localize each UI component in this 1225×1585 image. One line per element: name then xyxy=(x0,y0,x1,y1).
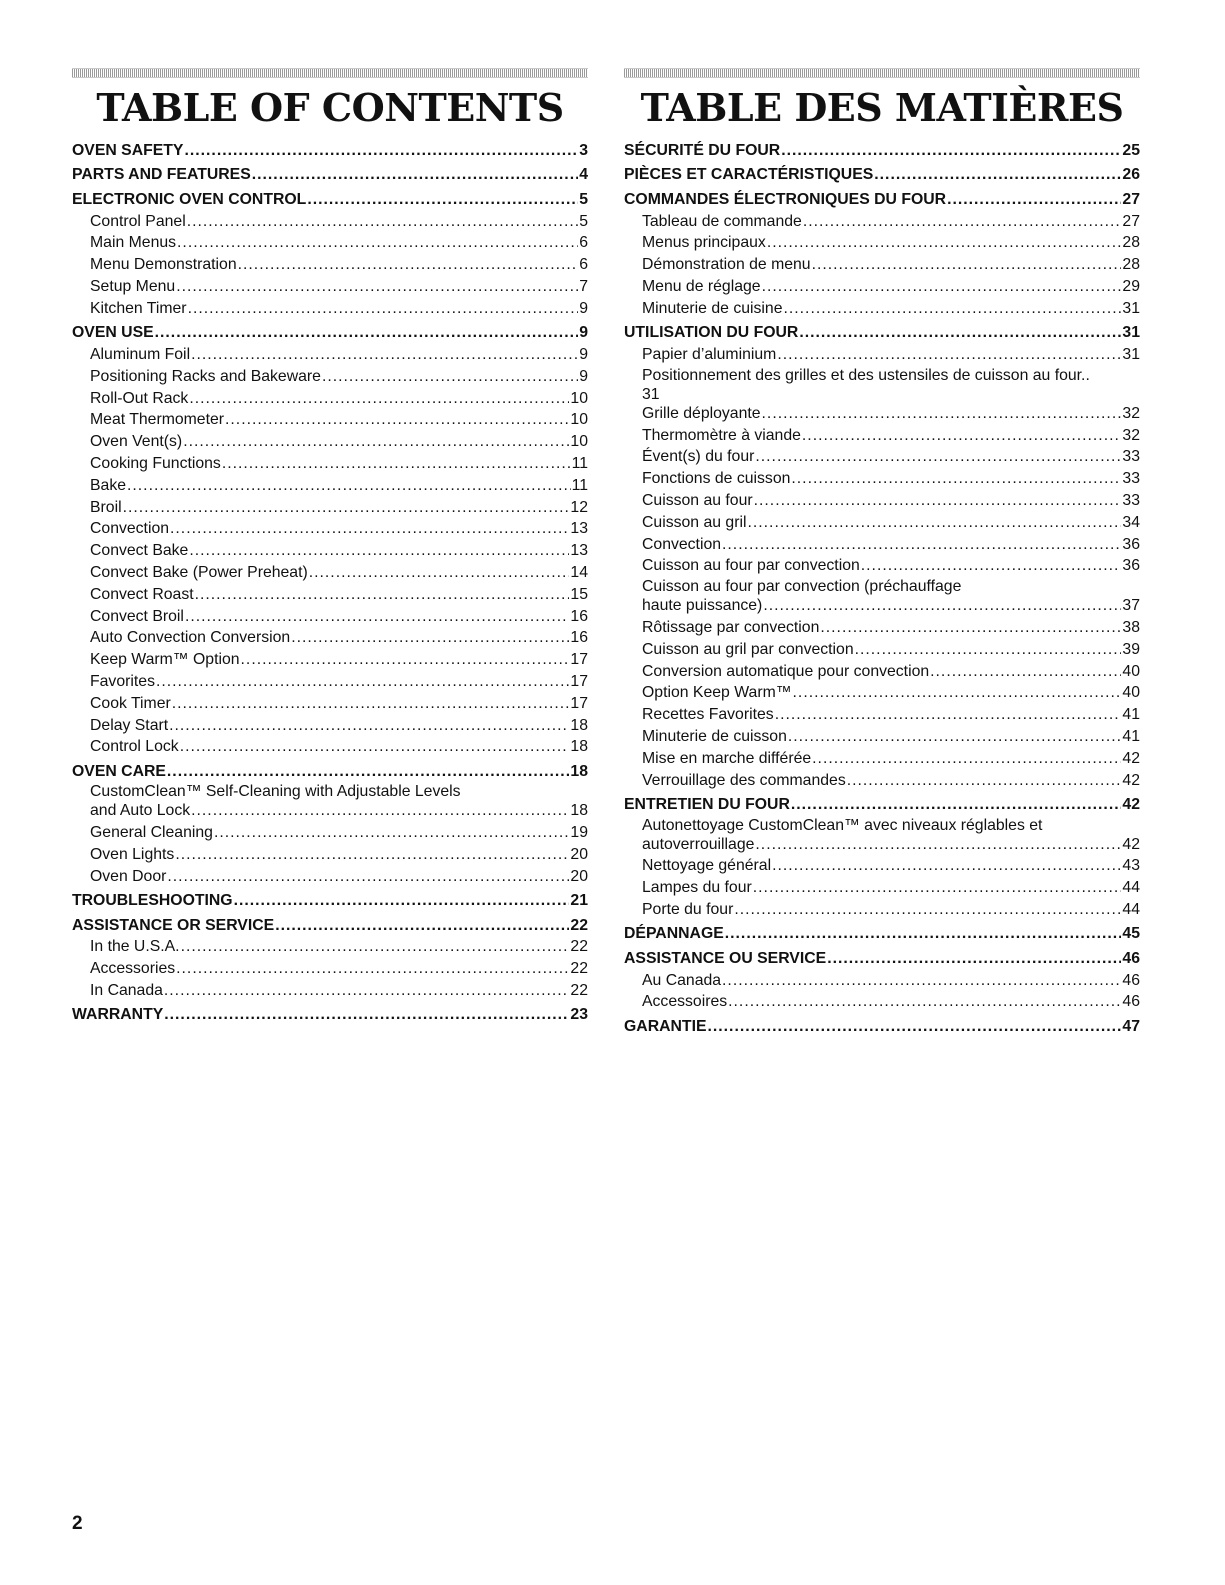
toc-subentry[interactable]: Conversion automatique pour convection ..... 40 xyxy=(624,661,1140,683)
header-rule xyxy=(624,68,1140,78)
toc-subentry-first-line[interactable]: Autonettoyage CustomClean™ avec niveaux réglables et xyxy=(642,816,1043,834)
page-title: TABLE OF CONTENTS xyxy=(96,85,564,130)
toc-subentry[interactable]: Menu de réglage ..... 29 xyxy=(624,276,1140,298)
toc-entry[interactable]: GARANTIE ..... 47 xyxy=(624,1016,1140,1038)
toc-subentry[interactable]: Aluminum Foil ..... 9 xyxy=(72,344,588,366)
toc-subentry[interactable]: Convection ..... 13 xyxy=(72,518,588,540)
toc-subentry[interactable]: Menus principaux ..... 28 xyxy=(624,232,1140,254)
toc-subentry[interactable]: Auto Convection Conversion ..... 16 xyxy=(72,627,588,649)
toc-subentry[interactable]: and Auto Lock ..... 18 xyxy=(72,800,588,822)
toc-subentry-page[interactable]: 31 xyxy=(642,385,660,403)
toc-entry[interactable]: WARRANTY ..... 23 xyxy=(72,1004,588,1026)
toc-subentry[interactable]: Verrouillage des commandes ..... 42 xyxy=(624,770,1140,792)
toc-subentry[interactable]: Kitchen Timer ..... 9 xyxy=(72,298,588,320)
toc-french xyxy=(624,68,1140,1038)
toc-subentry[interactable]: Delay Start ..... 18 xyxy=(72,715,588,737)
toc-subentry[interactable]: Roll-Out Rack ..... 10 xyxy=(72,388,588,410)
toc-subentry[interactable]: Favorites ..... 17 xyxy=(72,671,588,693)
toc-subentry[interactable]: Positioning Racks and Bakeware ..... 9 xyxy=(72,366,588,388)
toc-subentry[interactable]: Cuisson au gril ..... 34 xyxy=(624,512,1140,534)
toc-subentry[interactable]: Main Menus ..... 6 xyxy=(72,232,588,254)
toc-subentry[interactable]: Lampes du four ..... 44 xyxy=(624,877,1140,899)
toc-subentry[interactable]: Setup Menu ..... 7 xyxy=(72,276,588,298)
toc-entry[interactable]: OVEN CARE ..... 18 xyxy=(72,761,588,783)
toc-list xyxy=(72,140,588,1026)
toc-subentry[interactable]: Convect Bake ..... 13 xyxy=(72,540,588,562)
toc-entry[interactable]: ASSISTANCE OU SERVICE ..... 46 xyxy=(624,948,1140,970)
toc-subentry[interactable]: Convect Roast ..... 15 xyxy=(72,584,588,606)
toc-subentry[interactable]: Thermomètre à viande ..... 32 xyxy=(624,425,1140,447)
toc-subentry[interactable]: Cuisson au gril par convection ..... 39 xyxy=(624,639,1140,661)
toc-subentry[interactable]: Cook Timer ..... 17 xyxy=(72,693,588,715)
toc-subentry[interactable]: Accessoires ..... 46 xyxy=(624,991,1140,1013)
toc-entry[interactable]: PIÈCES ET CARACTÉRISTIQUES ..... 26 xyxy=(624,164,1140,186)
toc-entry[interactable]: SÉCURITÉ DU FOUR ..... 25 xyxy=(624,140,1140,162)
toc-subentry[interactable]: Convect Bake (Power Preheat) ..... 14 xyxy=(72,562,588,584)
toc-subentry[interactable]: Au Canada ..... 46 xyxy=(624,970,1140,992)
toc-subentry[interactable]: Accessories ..... 22 xyxy=(72,958,588,980)
toc-entry[interactable]: ASSISTANCE OR SERVICE ..... 22 xyxy=(72,915,588,937)
toc-entry[interactable]: ELECTRONIC OVEN CONTROL ..... 5 xyxy=(72,189,588,211)
toc-subentry[interactable]: Broil ..... 12 xyxy=(72,497,588,519)
toc-entry[interactable]: COMMANDES ÉLECTRONIQUES DU FOUR ..... 27 xyxy=(624,189,1140,211)
toc-subentry[interactable]: Keep Warm™ Option ..... 17 xyxy=(72,649,588,671)
toc-subentry[interactable]: In Canada ..... 22 xyxy=(72,980,588,1002)
toc-subentry-first-line[interactable]: Cuisson au four par convection (préchauffage xyxy=(642,578,962,596)
toc-subentry[interactable]: haute puissance) ..... 37 xyxy=(624,595,1140,617)
toc-subentry[interactable]: Recettes Favorites ..... 41 xyxy=(624,704,1140,726)
toc-subentry[interactable]: Rôtissage par convection ..... 38 xyxy=(624,617,1140,639)
toc-subentry[interactable]: Tableau de commande ..... 27 xyxy=(624,211,1140,233)
toc-entry[interactable]: TROUBLESHOOTING ..... 21 xyxy=(72,890,588,912)
toc-subentry[interactable]: Cuisson au four par convection ..... 36 xyxy=(624,555,1140,577)
toc-subentry[interactable]: General Cleaning ..... 19 xyxy=(72,822,588,844)
toc-subentry-first-line[interactable]: CustomClean™ Self-Cleaning with Adjustable Levels xyxy=(90,783,461,801)
page-number: 2 xyxy=(72,1513,83,1534)
toc-subentry[interactable]: Porte du four ..... 44 xyxy=(624,899,1140,921)
toc-subentry[interactable]: In the U.S.A. ..... 22 xyxy=(72,936,588,958)
toc-entry[interactable]: OVEN SAFETY ..... 3 xyxy=(72,140,588,162)
toc-subentry[interactable]: Fonctions de cuisson ..... 33 xyxy=(624,468,1140,490)
toc-list xyxy=(624,140,1140,1038)
toc-subentry[interactable]: Oven Door ..... 20 xyxy=(72,866,588,888)
toc-subentry-first-line[interactable]: Positionnement des grilles et des ustensiles de cuisson au four.. xyxy=(642,366,1090,384)
toc-subentry[interactable]: Papier d’aluminium ..... 31 xyxy=(624,344,1140,366)
toc-subentry[interactable]: Meat Thermometer ..... 10 xyxy=(72,409,588,431)
toc-subentry[interactable]: Démonstration de menu ..... 28 xyxy=(624,254,1140,276)
toc-subentry[interactable]: Oven Lights ..... 20 xyxy=(72,844,588,866)
toc-entry[interactable]: DÉPANNAGE ..... 45 xyxy=(624,923,1140,945)
toc-subentry[interactable]: Convect Broil ..... 16 xyxy=(72,606,588,628)
toc-entry[interactable]: ENTRETIEN DU FOUR ..... 42 xyxy=(624,794,1140,816)
page-title: TABLE DES MATIÈRES xyxy=(640,85,1124,130)
toc-subentry[interactable]: Grille déployante ..... 32 xyxy=(624,403,1140,425)
toc-entry[interactable]: OVEN USE ..... 9 xyxy=(72,322,588,344)
toc-subentry[interactable]: Control Panel ..... 5 xyxy=(72,211,588,233)
header-rule xyxy=(72,68,588,78)
toc-subentry[interactable]: Mise en marche différée ..... 42 xyxy=(624,748,1140,770)
toc-english xyxy=(72,68,588,1026)
toc-subentry[interactable]: Menu Demonstration ..... 6 xyxy=(72,254,588,276)
toc-subentry[interactable]: Bake ..... 11 xyxy=(72,475,588,497)
toc-subentry[interactable]: Nettoyage général ..... 43 xyxy=(624,855,1140,877)
toc-entry[interactable]: PARTS AND FEATURES ..... 4 xyxy=(72,164,588,186)
toc-subentry[interactable]: Control Lock ..... 18 xyxy=(72,736,588,758)
toc-subentry[interactable]: Cuisson au four ..... 33 xyxy=(624,490,1140,512)
toc-subentry[interactable]: Cooking Functions ..... 11 xyxy=(72,453,588,475)
toc-subentry[interactable]: Convection ..... 36 xyxy=(624,534,1140,556)
toc-subentry[interactable]: autoverrouillage ..... 42 xyxy=(624,834,1140,856)
toc-entry[interactable]: UTILISATION DU FOUR ..... 31 xyxy=(624,322,1140,344)
toc-subentry[interactable]: Évent(s) du four ..... 33 xyxy=(624,446,1140,468)
toc-subentry[interactable]: Option Keep Warm™ ..... 40 xyxy=(624,682,1140,704)
toc-subentry[interactable]: Minuterie de cuisson ..... 41 xyxy=(624,726,1140,748)
toc-subentry[interactable]: Oven Vent(s) ..... 10 xyxy=(72,431,588,453)
toc-subentry[interactable]: Minuterie de cuisine ..... 31 xyxy=(624,298,1140,320)
